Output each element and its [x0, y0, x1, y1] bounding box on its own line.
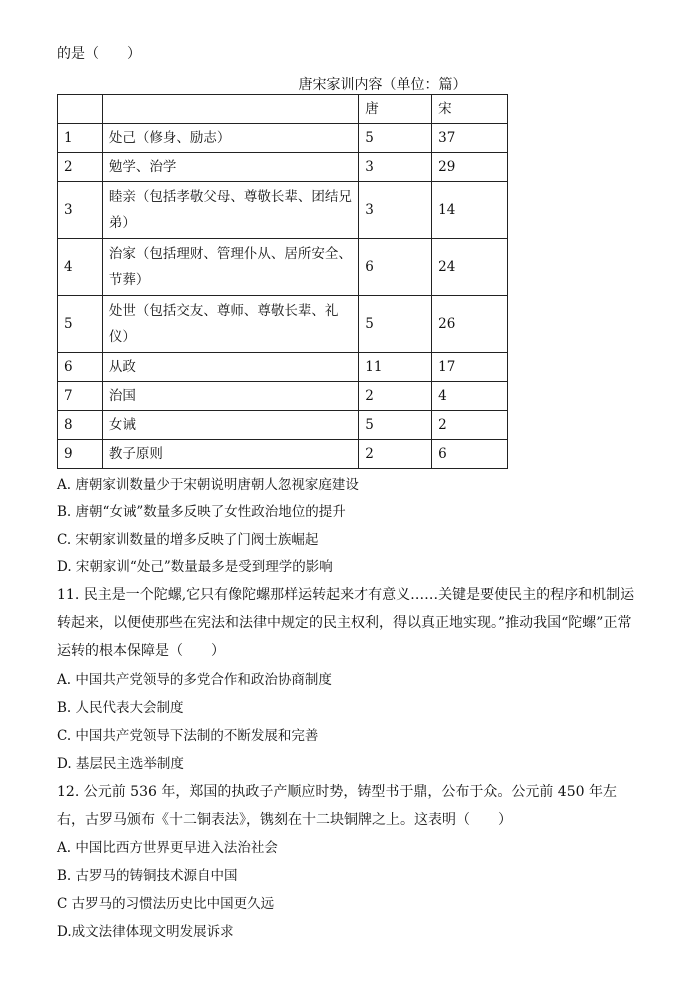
q11-option-c: C. 中国共产党领导下法制的不断发展和完善 — [57, 728, 319, 744]
q11-stem: 11. 民主是一个陀螺,它只有像陀螺那样运转起来才有意义……关键是要使民主的程序和机制运转起来，以便使那些在宪法和法律中规定的民主权利，得以真正地实现。”推动我国“陀螺”正常运转的根本保障是（ ） — [57, 587, 635, 659]
header-cell-song: 宋 — [432, 95, 508, 124]
row-song-count: 6 — [432, 440, 508, 469]
table-row — [58, 296, 508, 353]
row-tang-count: 6 — [359, 239, 432, 296]
header-cell-tang: 唐 — [359, 95, 432, 124]
row-number: 6 — [58, 353, 103, 382]
row-song-count: 17 — [432, 353, 508, 382]
table-row — [58, 153, 508, 182]
row-number: 4 — [58, 239, 103, 296]
row-tang-count: 2 — [359, 440, 432, 469]
row-tang-count: 5 — [359, 124, 432, 153]
q11-option-d: D. 基层民主选举制度 — [57, 756, 184, 772]
row-item: 治家（包括理财、管理仆从、居所安全、节葬） — [102, 239, 358, 296]
q12-stem: 12. 公元前 536 年，郑国的执政子产顺应时势，铸型书于鼎，公布于众。公元前 450 年左右，古罗马颁布《十二铜表法》，镌刻在十二块铜牌之上。这表明（ ） — [57, 784, 617, 828]
table-row — [58, 382, 508, 411]
table-row — [58, 411, 508, 440]
row-song-count: 14 — [432, 182, 508, 239]
header-cell — [102, 95, 358, 124]
row-item: 女诫 — [102, 411, 358, 440]
row-tang-count: 3 — [359, 182, 432, 239]
row-number: 2 — [58, 153, 103, 182]
table-header-row — [58, 95, 508, 124]
table-caption: 唐宋家训内容（单位：篇） — [298, 77, 467, 93]
row-song-count: 29 — [432, 153, 508, 182]
row-number: 5 — [58, 296, 103, 353]
row-number: 3 — [58, 182, 103, 239]
q10-option-b: B. 唐朝“女诫”数量多反映了女性政治地位的提升 — [57, 504, 346, 520]
row-number: 8 — [58, 411, 103, 440]
row-song-count: 26 — [432, 296, 508, 353]
table-row — [58, 182, 508, 239]
q12-option-d: D.成文法律体现文明发展诉求 — [57, 924, 234, 940]
row-song-count: 2 — [432, 411, 508, 440]
q12-option-b: B. 古罗马的铸铜技术源自中国 — [57, 868, 238, 884]
header-cell — [58, 95, 103, 124]
q10-option-d: D. 宋朝家训“处己”数量最多是受到理学的影响 — [57, 559, 333, 575]
table-row — [58, 353, 508, 382]
q10-option-a: A. 唐朝家训数量少于宋朝说明唐朝人忽视家庭建设 — [57, 477, 359, 493]
row-item: 治国 — [102, 382, 358, 411]
q11-option-b: B. 人民代表大会制度 — [57, 700, 184, 716]
table-row — [58, 124, 508, 153]
row-song-count: 4 — [432, 382, 508, 411]
row-item: 睦亲（包括孝敬父母、尊敬长辈、团结兄弟） — [102, 182, 358, 239]
table-row — [58, 440, 508, 469]
row-item: 从政 — [102, 353, 358, 382]
row-item: 处世（包括交友、尊师、尊敬长辈、礼仪） — [102, 296, 358, 353]
row-tang-count: 5 — [359, 296, 432, 353]
row-number: 7 — [58, 382, 103, 411]
row-item: 教子原则 — [102, 440, 358, 469]
row-item: 勉学、治学 — [102, 153, 358, 182]
family-instructions-table — [57, 94, 508, 469]
row-tang-count: 5 — [359, 411, 432, 440]
question-stem-tail: 的是（ ） — [57, 46, 141, 62]
row-number: 9 — [58, 440, 103, 469]
q11-option-a: A. 中国共产党领导的多党合作和政治协商制度 — [57, 672, 332, 688]
row-tang-count: 11 — [359, 353, 432, 382]
row-song-count: 37 — [432, 124, 508, 153]
row-number: 1 — [58, 124, 103, 153]
q12-option-a: A. 中国比西方世界更早进入法治社会 — [57, 840, 278, 856]
table-row — [58, 239, 508, 296]
q12-option-c: C 古罗马的习惯法历史比中国更久远 — [57, 896, 275, 912]
row-tang-count: 3 — [359, 153, 432, 182]
q10-option-c: C. 宋朝家训数量的增多反映了门阀士族崛起 — [57, 532, 319, 548]
row-song-count: 24 — [432, 239, 508, 296]
row-item: 处己（修身、励志） — [102, 124, 358, 153]
row-tang-count: 2 — [359, 382, 432, 411]
